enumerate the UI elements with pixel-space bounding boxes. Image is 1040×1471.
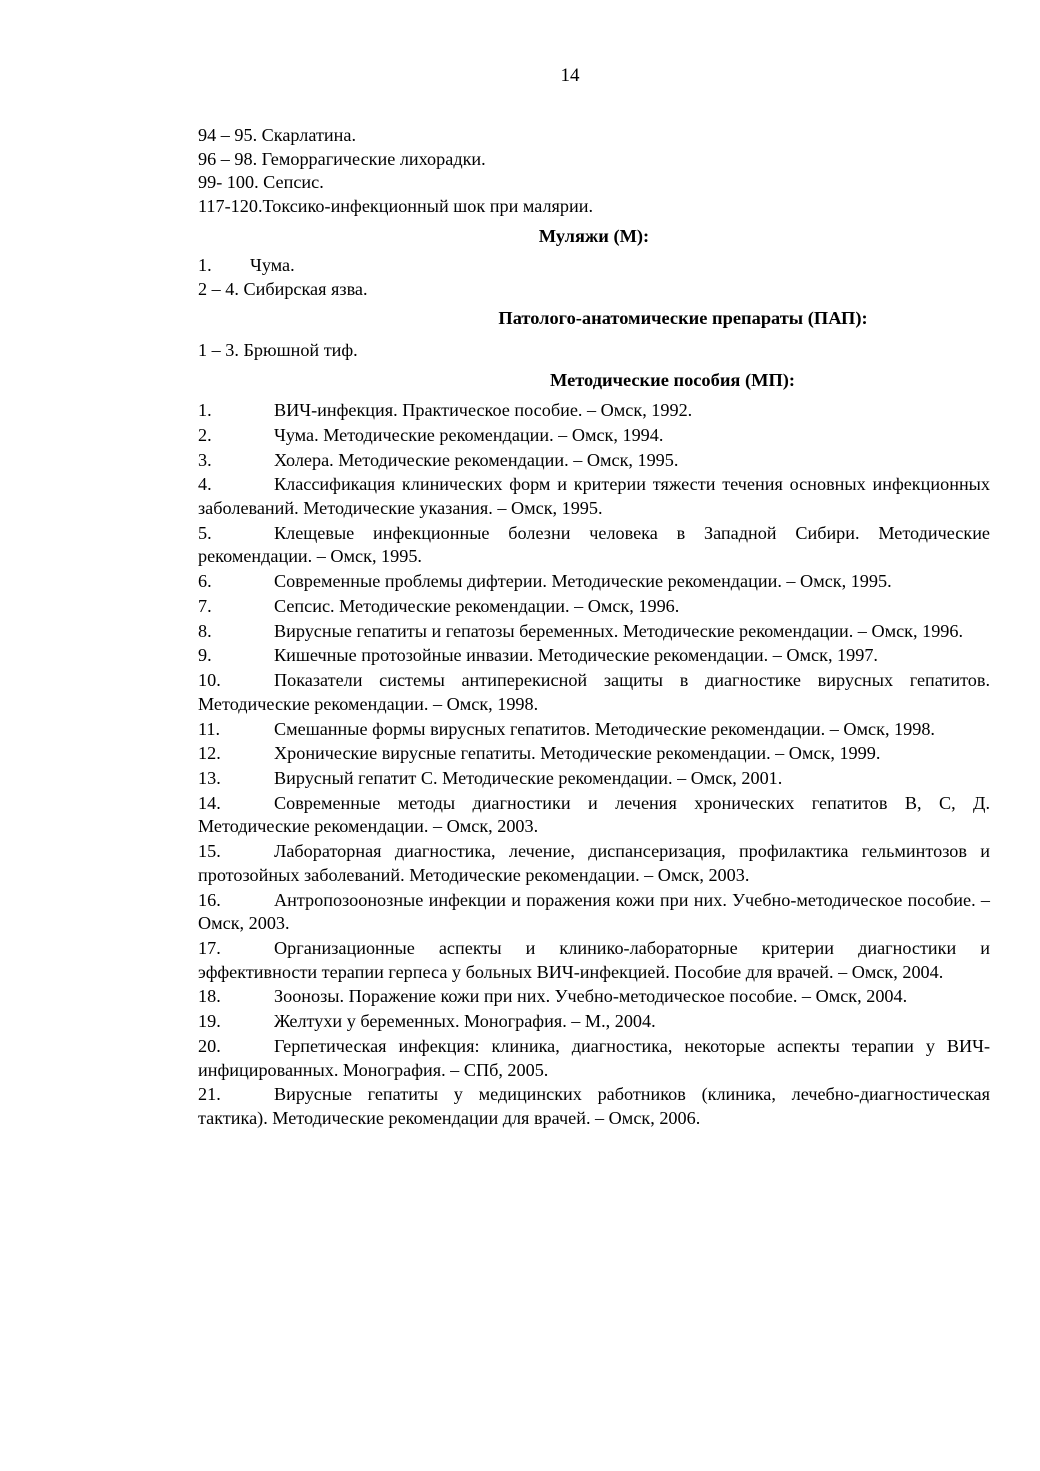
item-text: Сепсис. Методические рекомендации. – Омск, 1996. xyxy=(274,595,680,616)
pap-list xyxy=(198,339,990,363)
item-text: Желтухи у беременных. Монография. – М., 2004. xyxy=(274,1011,656,1032)
item-text: Вирусные гепатиты и гепатозы беременных. Методические рекомендации. – Омск, 1996. xyxy=(274,620,964,641)
list-item xyxy=(198,620,990,644)
list-item xyxy=(198,840,990,887)
list-item xyxy=(198,1010,990,1034)
item-text: Чума. Методические рекомендации. – Омск, 1994. xyxy=(274,424,664,445)
list-item xyxy=(198,644,990,668)
item-text: Антропозоонозные инфекции и поражения кожи при них. Учебно-методическое пособие. – Омск, 2003. xyxy=(198,889,990,934)
page-number: 14 xyxy=(560,65,580,86)
item-number: 14. xyxy=(198,792,221,813)
item-number: 11. xyxy=(198,718,221,739)
item-number: 16. xyxy=(198,889,221,910)
list-item xyxy=(198,595,990,619)
item-text: Вирусные гепатиты у медицинских работников (клиника, лечебно-диагностическая тактика). Методические рекомендации для врачей. – Омск, 2006. xyxy=(198,1084,990,1128)
list-item xyxy=(198,254,990,278)
list-item xyxy=(198,889,990,936)
list-item: 2 – 4. Сибирская язва. xyxy=(198,278,368,299)
section-heading-pap: Патолого-анатомические препараты (ПАП): xyxy=(498,308,868,329)
item-number: 20. xyxy=(198,1035,221,1056)
list-item xyxy=(198,669,990,716)
list-item: 96 – 98. Геморрагические лихорадки. xyxy=(198,148,486,169)
list-item xyxy=(198,985,990,1009)
section-heading-mulyazhi: Муляжи (М): xyxy=(538,226,650,247)
item-number: 5. xyxy=(198,522,212,543)
item-number: 17. xyxy=(198,938,221,958)
list-item xyxy=(198,718,990,742)
list-item xyxy=(198,937,990,984)
list-item xyxy=(198,570,990,594)
item-text: Холера. Методические рекомендации. – Омск, 1995. xyxy=(274,449,679,470)
list-item xyxy=(198,522,990,569)
list-item: 99- 100. Сепсис. xyxy=(198,172,324,193)
item-number: 13. xyxy=(198,768,221,789)
item-text: Хронические вирусные гепатиты. Методические рекомендации. – Омск, 1999. xyxy=(274,743,881,764)
list-item xyxy=(198,399,990,423)
item-number: 12. xyxy=(198,743,221,764)
item-text: Смешанные формы вирусных гепатитов. Методические рекомендации. – Омск, 1998. xyxy=(274,718,935,739)
list-item xyxy=(198,424,990,448)
section-heading-mp: Методические пособия (МП): xyxy=(549,370,796,391)
item-number: 3. xyxy=(198,449,212,470)
list-item xyxy=(198,473,990,520)
item-number: 15. xyxy=(198,841,221,862)
item-number: 6. xyxy=(198,571,212,592)
item-text: Современные проблемы дифтерии. Методические рекомендации. – Омск, 1995. xyxy=(274,571,892,592)
mp-list xyxy=(198,399,990,1131)
list-item xyxy=(198,1083,990,1130)
item-text: Зоонозы. Поражение кожи при них. Учебно-методическое пособие. – Омск, 2004. xyxy=(274,986,908,1007)
list-item: 117-120.Токсико-инфекционный шок при малярии. xyxy=(198,195,594,216)
item-text: Вирусный гепатит С. Методические рекомендации. – Омск, 2001. xyxy=(274,768,783,789)
page-content xyxy=(198,124,990,1132)
item-number: 1. xyxy=(198,254,212,275)
item-text: Современные методы диагностики и лечения хронических гепатитов В, С, Д. Методические рекомендации. – Омск, 2003. xyxy=(198,792,990,837)
item-text: Герпетическая инфекция: клиника, диагностика, некоторые аспекты терапии у ВИЧ-инфицированных. Монография. – СПб, 2005. xyxy=(198,1035,990,1080)
item-number: 8. xyxy=(198,620,212,641)
list-item xyxy=(198,742,990,766)
item-text: Показатели системы антиперекисной защиты в диагностике вирусных гепатитов. Методические рекомендации. – Омск, 1998. xyxy=(198,670,990,714)
item-text: Организационные аспекты и клинико-лабораторные критерии диагностики и эффективности терапии герпеса у больных ВИЧ-инфекцией. Пособие для врачей. – Омск, 2004. xyxy=(198,938,990,982)
list-item xyxy=(198,792,990,839)
item-text: Кишечные протозойные инвазии. Методические рекомендации. – Омск, 1997. xyxy=(274,645,878,666)
mulyazhi-list xyxy=(198,254,990,301)
item-number: 4. xyxy=(198,474,212,495)
item-text: Лабораторная диагностика, лечение, диспансеризация, профилактика гельминтозов и протозойных заболеваний. Методические рекомендации. – Омск, 2003. xyxy=(198,841,990,885)
item-text: ВИЧ-инфекция. Практическое пособие. – Омск, 1992. xyxy=(274,399,693,420)
item-number: 10. xyxy=(198,670,221,691)
item-number: 2. xyxy=(198,424,212,445)
item-number: 7. xyxy=(198,595,212,616)
item-number: 18. xyxy=(198,986,221,1007)
list-item xyxy=(198,449,990,473)
item-number: 9. xyxy=(198,645,212,666)
list-item: 1 – 3. Брюшной тиф. xyxy=(198,339,358,360)
item-text: Клещевые инфекционные болезни человека в Западной Сибири. Методические рекомендации. – Омск, 1995. xyxy=(198,522,990,567)
list-item: 94 – 95. Скарлатина. xyxy=(198,125,356,145)
list-item xyxy=(198,767,990,791)
item-number: 21. xyxy=(198,1084,221,1105)
item-number: 19. xyxy=(198,1011,221,1032)
list-item xyxy=(198,1035,990,1082)
item-text: Чума. xyxy=(250,254,295,275)
item-text: Классификация клинических форм и критерии тяжести течения основных инфекционных заболеваний. Методические указания. – Омск, 1995. xyxy=(198,474,990,518)
slides-list xyxy=(198,124,990,218)
item-number: 1. xyxy=(198,399,212,420)
